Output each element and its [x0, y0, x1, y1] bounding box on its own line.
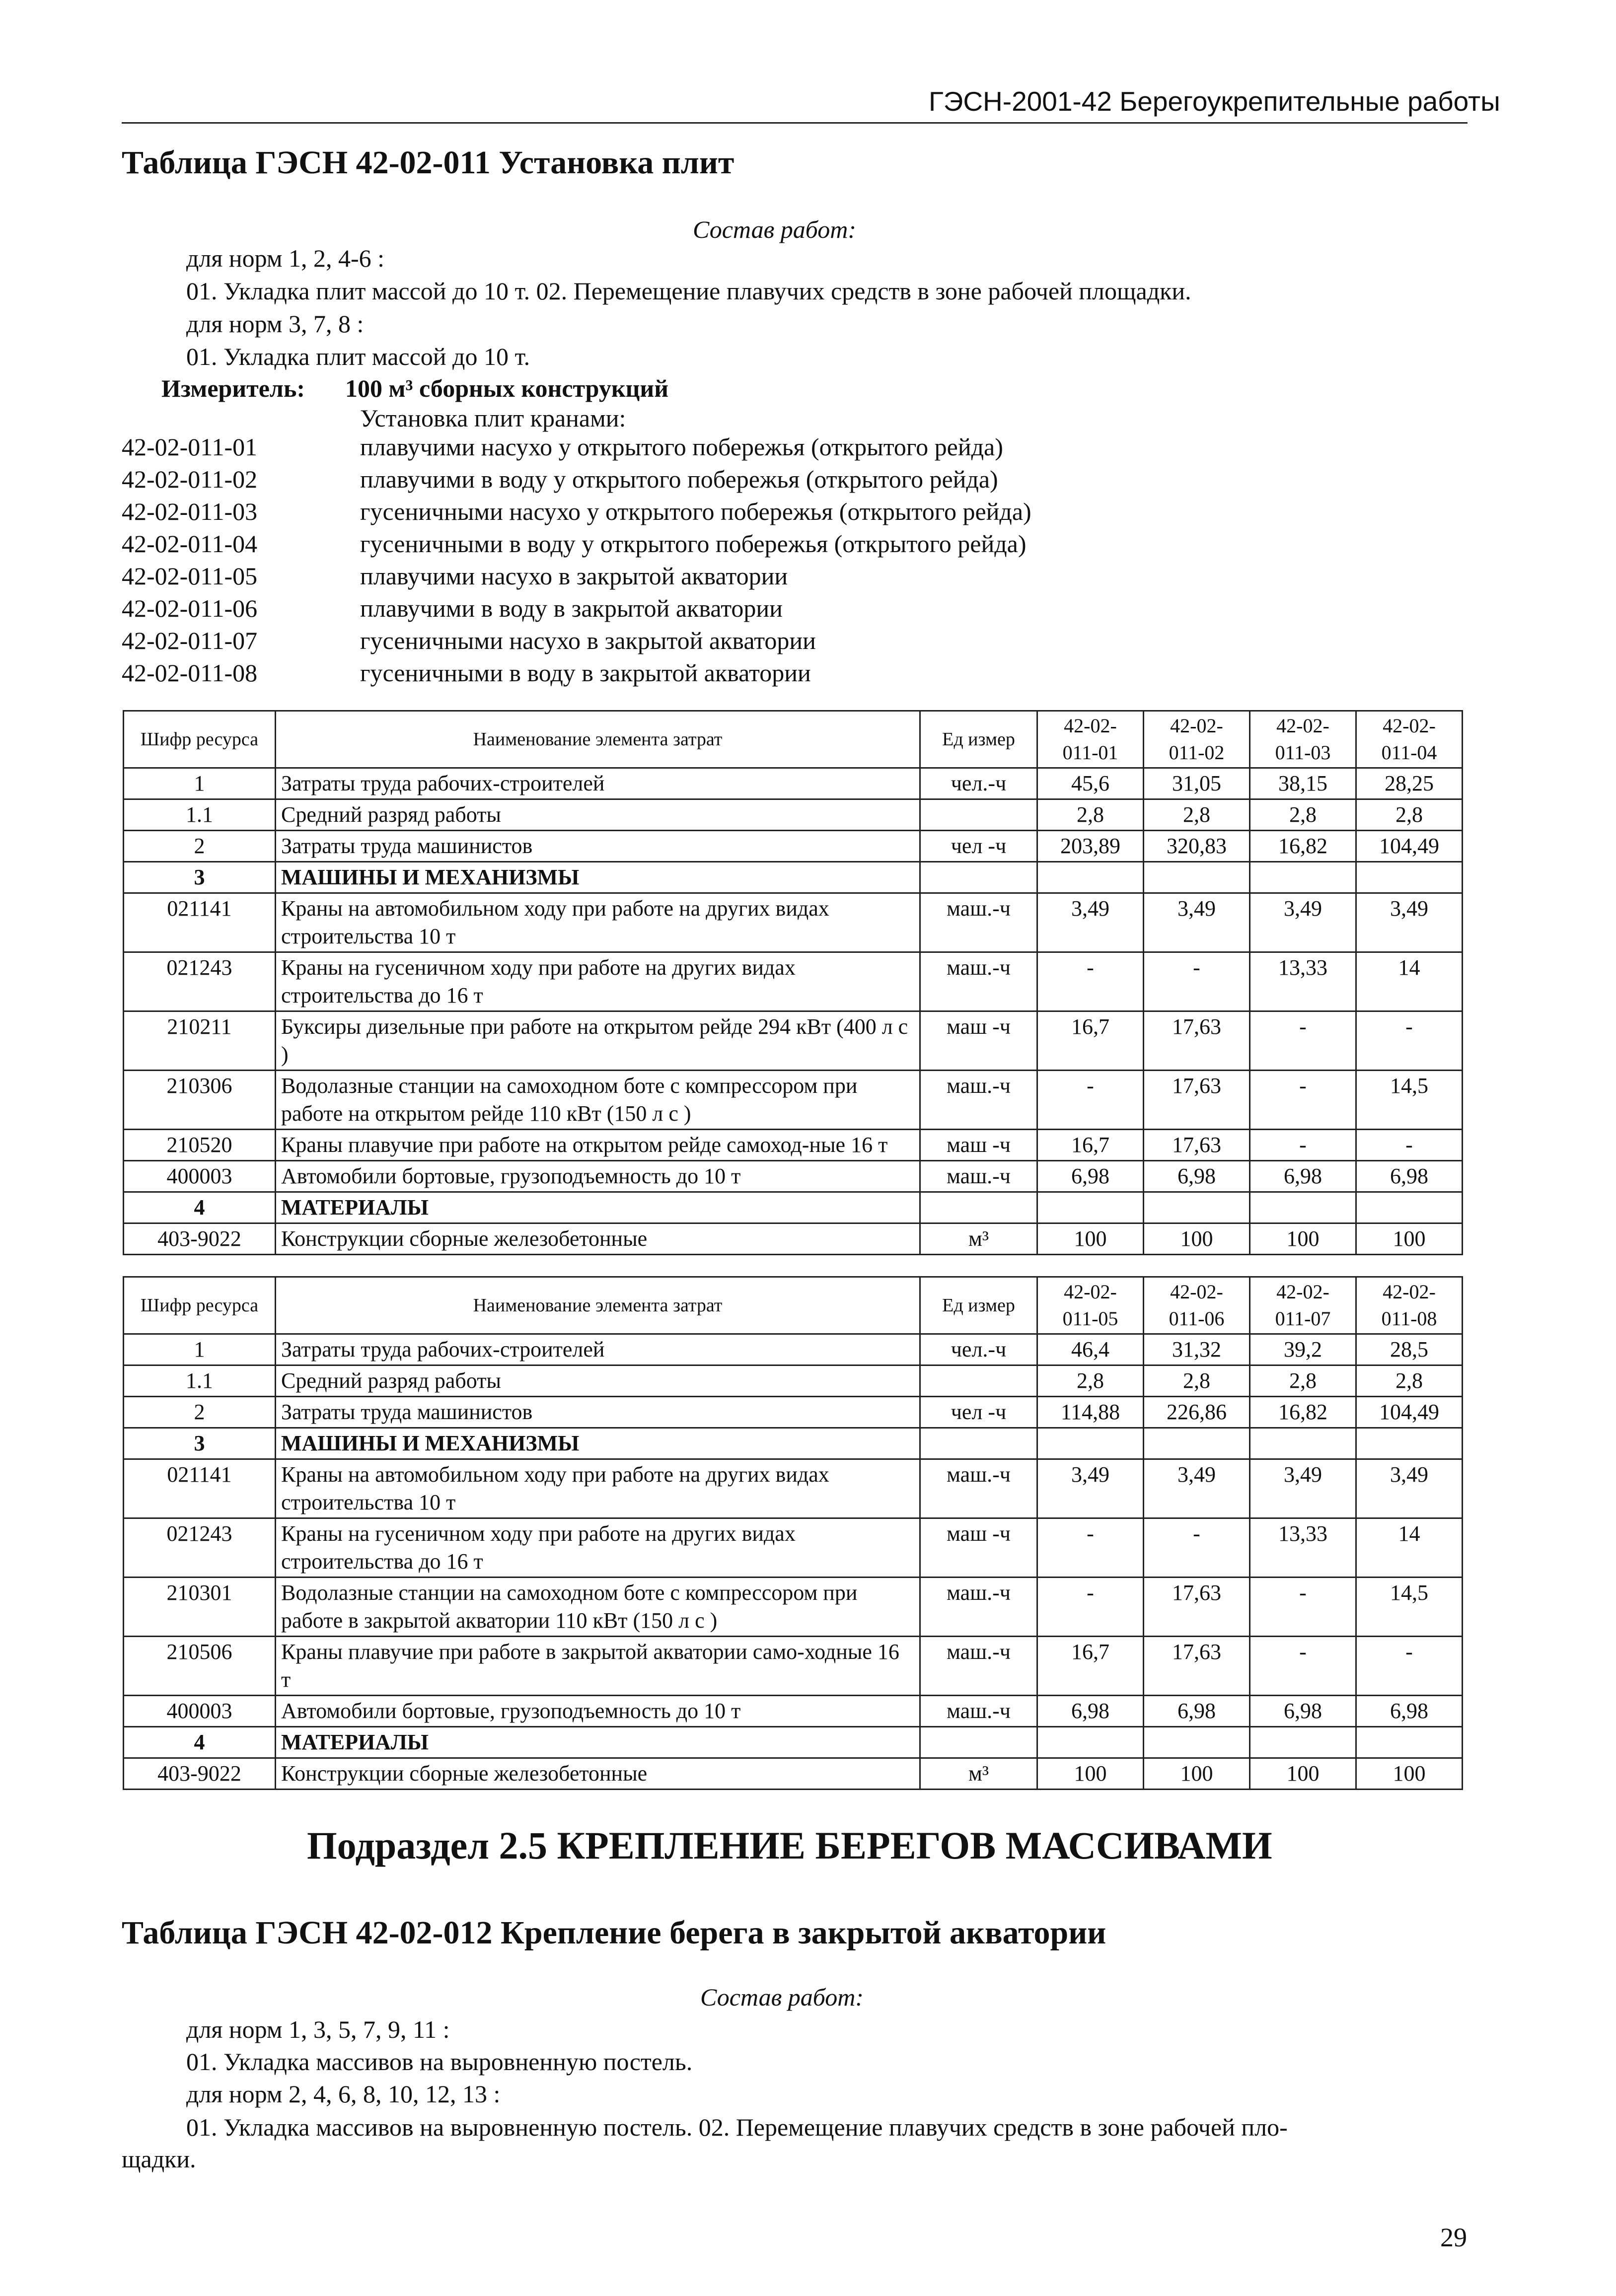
- table-row: [124, 1696, 1463, 1727]
- unit-cell: чел -ч: [920, 1397, 1037, 1428]
- value-cell: 6,98: [1144, 1696, 1250, 1727]
- resource-code-cell: 1: [124, 1334, 276, 1365]
- norm-code-line: 42-02-: [1276, 715, 1329, 737]
- norm-code-line: 011-05: [1062, 1307, 1118, 1330]
- value-cell: [1037, 1727, 1144, 1758]
- norm-code: 42-02-011-07: [122, 627, 258, 654]
- resource-code-cell: 3: [124, 1428, 276, 1459]
- value-cell: 31,32: [1144, 1334, 1250, 1365]
- unit-cell: [920, 1428, 1037, 1459]
- value-cell: 203,89: [1037, 831, 1144, 862]
- table-row: [124, 1223, 1463, 1255]
- norm-name: гусеничными насухо у открытого побережья (открытого рейда): [360, 498, 1031, 525]
- value-cell: -: [1356, 1130, 1463, 1161]
- unit-cell: маш.-ч: [920, 1071, 1037, 1130]
- resource-code-cell: 1.1: [124, 1365, 276, 1397]
- value-cell: 13,33: [1250, 952, 1356, 1011]
- unit-cell: маш -ч: [920, 1518, 1037, 1578]
- resource-code-cell: 021243: [124, 952, 276, 1011]
- norm-code-line: 011-03: [1275, 741, 1331, 764]
- resource-code-cell: 2: [124, 1397, 276, 1428]
- value-cell: [1250, 1428, 1356, 1459]
- value-cell: 17,63: [1144, 1637, 1250, 1696]
- resource-name-cell: Водолазные станции на самоходном боте с компрессором при работе на открытом рейде 110 кВт (150 л с ): [276, 1071, 920, 1130]
- value-cell: 226,86: [1144, 1397, 1250, 1428]
- value-cell: 2,8: [1037, 799, 1144, 831]
- value-cell: -: [1250, 1071, 1356, 1130]
- resource-name-cell: Краны на автомобильном ходу при работе на других видах строительства 10 т: [276, 893, 920, 952]
- value-cell: 17,63: [1144, 1011, 1250, 1071]
- norm-code: 42-02-011-06: [122, 594, 258, 622]
- table-row: [124, 1365, 1463, 1397]
- value-cell: 6,98: [1144, 1161, 1250, 1192]
- resource-name-cell: Затраты труда машинистов: [276, 1397, 920, 1428]
- meter-label: Измеритель:: [161, 374, 305, 402]
- value-cell: 100: [1356, 1223, 1463, 1255]
- value-cell: 3,49: [1356, 893, 1463, 952]
- value-cell: [1356, 1192, 1463, 1223]
- unit-cell: маш.-ч: [920, 1578, 1037, 1637]
- value-cell: -: [1250, 1637, 1356, 1696]
- value-cell: 6,98: [1356, 1696, 1463, 1727]
- norm-code-line: 42-02-: [1170, 1281, 1223, 1303]
- table-row: [124, 1397, 1463, 1428]
- value-cell: 100: [1250, 1223, 1356, 1255]
- table-row: [124, 893, 1463, 952]
- norms-a-label-011: для норм 1, 2, 4-6 :: [186, 244, 385, 272]
- value-cell: 2,8: [1250, 1365, 1356, 1397]
- value-cell: -: [1144, 952, 1250, 1011]
- norm-row: [122, 464, 1031, 497]
- table-title-012: Таблица ГЭСН 42-02-012 Крепление берега в закрытой акватории: [122, 1915, 1106, 1951]
- table-header-row: [124, 711, 1463, 768]
- table-row: [124, 1011, 1463, 1071]
- resource-name-cell: Краны на гусеничном ходу при работе на других видах строительства до 16 т: [276, 952, 920, 1011]
- col-header-name: Наименование элемента затрат: [276, 711, 920, 768]
- value-cell: 100: [1037, 1758, 1144, 1790]
- header-rule: [122, 122, 1468, 124]
- norm-code-line: 011-04: [1381, 741, 1437, 764]
- col-header-norm: [1144, 1277, 1250, 1334]
- resource-code-cell: 403-9022: [124, 1758, 276, 1790]
- col-header-norm: [1250, 1277, 1356, 1334]
- value-cell: 14: [1356, 1518, 1463, 1578]
- value-cell: [1250, 862, 1356, 893]
- value-cell: 38,15: [1250, 768, 1356, 799]
- norm-code-line: 011-06: [1169, 1307, 1225, 1330]
- table-section-row: [124, 1192, 1463, 1223]
- unit-cell: маш.-ч: [920, 893, 1037, 952]
- unit-cell: маш -ч: [920, 1130, 1037, 1161]
- value-cell: 46,4: [1037, 1334, 1144, 1365]
- value-cell: 2,8: [1356, 799, 1463, 831]
- norm-name: гусеничными в воду в закрытой акватории: [360, 659, 811, 687]
- value-cell: 16,7: [1037, 1637, 1144, 1696]
- value-cell: -: [1037, 1578, 1144, 1637]
- value-cell: 6,98: [1250, 1161, 1356, 1192]
- value-cell: 16,7: [1037, 1130, 1144, 1161]
- norm-name: гусеничными в воду у открытого побережья (открытого рейда): [360, 530, 1027, 558]
- value-cell: [1144, 1428, 1250, 1459]
- norm-name: плавучими в воду в закрытой акватории: [360, 594, 783, 622]
- value-cell: -: [1250, 1578, 1356, 1637]
- unit-cell: [920, 1365, 1037, 1397]
- norm-row: [122, 529, 1031, 561]
- norms-b-label-011: для норм 3, 7, 8 :: [186, 310, 364, 338]
- value-cell: [1144, 1727, 1250, 1758]
- value-cell: -: [1037, 1518, 1144, 1578]
- value-cell: 2,8: [1356, 1365, 1463, 1397]
- table-row: [124, 1758, 1463, 1790]
- value-cell: 17,63: [1144, 1130, 1250, 1161]
- unit-cell: маш.-ч: [920, 1696, 1037, 1727]
- unit-cell: чел -ч: [920, 831, 1037, 862]
- norm-name: плавучими насухо в закрытой акватории: [360, 562, 788, 590]
- norm-code-line: 011-08: [1381, 1307, 1437, 1330]
- table-row: [124, 1161, 1463, 1192]
- resource-name-cell: Средний разряд работы: [276, 799, 920, 831]
- resource-code-cell: 210306: [124, 1071, 276, 1130]
- table-row: [124, 768, 1463, 799]
- value-cell: 114,88: [1037, 1397, 1144, 1428]
- value-cell: 2,8: [1250, 799, 1356, 831]
- resource-name-cell: Автомобили бортовые, грузоподъемность до 10 т: [276, 1696, 920, 1727]
- col-header-norm: [1144, 711, 1250, 768]
- col-header-norm: [1037, 711, 1144, 768]
- resource-name-cell: МАТЕРИАЛЫ: [276, 1727, 920, 1758]
- resource-code-cell: 021141: [124, 893, 276, 952]
- value-cell: [1250, 1727, 1356, 1758]
- value-cell: [1037, 1428, 1144, 1459]
- norm-row: [122, 432, 1031, 464]
- col-header-name: Наименование элемента затрат: [276, 1277, 920, 1334]
- table-row: [124, 1130, 1463, 1161]
- norms-a-text-012: 01. Укладка массивов на выровненную постель.: [186, 2048, 693, 2076]
- unit-cell: маш.-ч: [920, 1459, 1037, 1518]
- unit-cell: маш.-ч: [920, 1161, 1037, 1192]
- resource-name-cell: МАТЕРИАЛЫ: [276, 1192, 920, 1223]
- table-row: [124, 1459, 1463, 1518]
- norm-code: 42-02-011-02: [122, 465, 258, 493]
- value-cell: 6,98: [1250, 1696, 1356, 1727]
- value-cell: 3,49: [1037, 1459, 1144, 1518]
- value-cell: 28,5: [1356, 1334, 1463, 1365]
- value-cell: 17,63: [1144, 1071, 1250, 1130]
- resource-name-cell: Затраты труда рабочих-строителей: [276, 1334, 920, 1365]
- col-header-norm: [1037, 1277, 1144, 1334]
- unit-cell: маш.-ч: [920, 952, 1037, 1011]
- table-row: [124, 831, 1463, 862]
- value-cell: 3,49: [1144, 893, 1250, 952]
- value-cell: -: [1356, 1637, 1463, 1696]
- value-cell: [1356, 862, 1463, 893]
- resource-code-cell: 021141: [124, 1459, 276, 1518]
- value-cell: 2,8: [1144, 1365, 1250, 1397]
- table-title-011: Таблица ГЭСН 42-02-011 Установка плит: [122, 144, 735, 181]
- unit-cell: [920, 1727, 1037, 1758]
- norm-row: [122, 497, 1031, 529]
- col-header-code: Шифр ресурса: [124, 711, 276, 768]
- resource-code-cell: 3: [124, 862, 276, 893]
- resource-name-cell: Автомобили бортовые, грузоподъемность до 10 т: [276, 1161, 920, 1192]
- unit-cell: [920, 1192, 1037, 1223]
- value-cell: 100: [1250, 1758, 1356, 1790]
- running-header: ГЭСН-2001-42 Берегоукрепительные работы: [929, 86, 1500, 117]
- subsection-title: Подраздел 2.5 КРЕПЛЕНИЕ БЕРЕГОВ МАССИВАМИ: [307, 1824, 1272, 1867]
- resource-name-cell: Буксиры дизельные при работе на открытом рейде 294 кВт (400 л с ): [276, 1011, 920, 1071]
- unit-cell: чел.-ч: [920, 768, 1037, 799]
- value-cell: 14,5: [1356, 1578, 1463, 1637]
- resource-table-2: [123, 1276, 1463, 1790]
- value-cell: 100: [1144, 1758, 1250, 1790]
- norm-code: 42-02-011-03: [122, 498, 258, 525]
- col-header-norm: [1250, 711, 1356, 768]
- resource-code-cell: 403-9022: [124, 1223, 276, 1255]
- resource-code-cell: 210301: [124, 1578, 276, 1637]
- resource-name-cell: Конструкции сборные железобетонные: [276, 1223, 920, 1255]
- value-cell: 3,49: [1250, 893, 1356, 952]
- unit-cell: чел.-ч: [920, 1334, 1037, 1365]
- norm-code-line: 011-01: [1062, 741, 1118, 764]
- value-cell: 2,8: [1144, 799, 1250, 831]
- norm-row: [122, 593, 1031, 626]
- norms-a-label-012: для норм 1, 3, 5, 7, 9, 11 :: [186, 2015, 450, 2043]
- value-cell: 6,98: [1037, 1161, 1144, 1192]
- resource-name-cell: Краны плавучие при работе в закрытой акватории само-ходные 16 т: [276, 1637, 920, 1696]
- resource-code-cell: 210520: [124, 1130, 276, 1161]
- value-cell: [1356, 1428, 1463, 1459]
- resource-table-1: [123, 710, 1463, 1255]
- resource-code-cell: 1.1: [124, 799, 276, 831]
- table-row: [124, 1637, 1463, 1696]
- norm-row: [122, 658, 1031, 690]
- norm-code-line: 011-07: [1275, 1307, 1331, 1330]
- table-row: [124, 1518, 1463, 1578]
- value-cell: 16,7: [1037, 1011, 1144, 1071]
- norm-code-line: 42-02-: [1064, 715, 1117, 737]
- resource-code-cell: 2: [124, 831, 276, 862]
- resource-code-cell: 021243: [124, 1518, 276, 1578]
- composition-title-012: Состав работ:: [700, 1983, 864, 2011]
- value-cell: 3,49: [1144, 1459, 1250, 1518]
- value-cell: [1356, 1727, 1463, 1758]
- resource-name-cell: Водолазные станции на самоходном боте с компрессором при работе в закрытой акватории 110 кВт (150 л с ): [276, 1578, 920, 1637]
- resource-code-cell: 210211: [124, 1011, 276, 1071]
- unit-cell: м³: [920, 1758, 1037, 1790]
- resource-name-cell: Краны на автомобильном ходу при работе на других видах строительства 10 т: [276, 1459, 920, 1518]
- resource-code-cell: 4: [124, 1192, 276, 1223]
- value-cell: -: [1250, 1011, 1356, 1071]
- col-header-norm: [1356, 711, 1463, 768]
- col-header-unit: Ед измер: [920, 711, 1037, 768]
- norm-name: гусеничными насухо в закрытой акватории: [360, 627, 816, 654]
- value-cell: 104,49: [1356, 1397, 1463, 1428]
- resource-name-cell: Конструкции сборные железобетонные: [276, 1758, 920, 1790]
- value-cell: 16,82: [1250, 1397, 1356, 1428]
- norm-list: [122, 432, 1031, 690]
- norm-code-line: 42-02-: [1064, 1281, 1117, 1303]
- page-number: 29: [1440, 2223, 1467, 2252]
- norms-b-text-012-line1: 01. Укладка массивов на выровненную постель. 02. Перемещение плавучих средств в зоне рабочей пло-: [186, 2113, 1288, 2141]
- value-cell: 100: [1037, 1223, 1144, 1255]
- install-heading: Установка плит кранами:: [360, 404, 626, 432]
- norm-name: плавучими в воду у открытого побережья (открытого рейда): [360, 465, 998, 493]
- value-cell: 17,63: [1144, 1578, 1250, 1637]
- resource-name-cell: Краны на гусеничном ходу при работе на других видах строительства до 16 т: [276, 1518, 920, 1578]
- value-cell: 16,82: [1250, 831, 1356, 862]
- resource-name-cell: Затраты труда рабочих-строителей: [276, 768, 920, 799]
- value-cell: -: [1356, 1011, 1463, 1071]
- value-cell: 320,83: [1144, 831, 1250, 862]
- value-cell: 45,6: [1037, 768, 1144, 799]
- value-cell: -: [1144, 1518, 1250, 1578]
- norm-code: 42-02-011-08: [122, 659, 258, 687]
- table-header-row: [124, 1277, 1463, 1334]
- meter-value: 100 м³ сборных конструкций: [345, 374, 669, 402]
- resource-name-cell: Средний разряд работы: [276, 1365, 920, 1397]
- resource-code-cell: 210506: [124, 1637, 276, 1696]
- norm-code: 42-02-011-01: [122, 433, 258, 461]
- unit-cell: [920, 862, 1037, 893]
- col-header-norm: [1356, 1277, 1463, 1334]
- value-cell: 39,2: [1250, 1334, 1356, 1365]
- norm-name: плавучими насухо у открытого побережья (открытого рейда): [360, 433, 1003, 461]
- norm-code-line: 42-02-: [1276, 1281, 1329, 1303]
- norm-row: [122, 561, 1031, 593]
- norm-code-line: 011-02: [1169, 741, 1225, 764]
- value-cell: 100: [1356, 1758, 1463, 1790]
- value-cell: [1144, 1192, 1250, 1223]
- resource-code-cell: 400003: [124, 1696, 276, 1727]
- value-cell: 6,98: [1356, 1161, 1463, 1192]
- unit-cell: маш.-ч: [920, 1637, 1037, 1696]
- table-row: [124, 1578, 1463, 1637]
- resource-code-cell: 4: [124, 1727, 276, 1758]
- value-cell: 31,05: [1144, 768, 1250, 799]
- value-cell: -: [1037, 952, 1144, 1011]
- table-row: [124, 1071, 1463, 1130]
- value-cell: [1144, 862, 1250, 893]
- value-cell: 2,8: [1037, 1365, 1144, 1397]
- table-row: [124, 799, 1463, 831]
- value-cell: 6,98: [1037, 1696, 1144, 1727]
- table-row: [124, 1334, 1463, 1365]
- value-cell: 3,49: [1037, 893, 1144, 952]
- value-cell: 3,49: [1356, 1459, 1463, 1518]
- unit-cell: м³: [920, 1223, 1037, 1255]
- norm-code: 42-02-011-05: [122, 562, 258, 590]
- value-cell: [1037, 1192, 1144, 1223]
- unit-cell: [920, 799, 1037, 831]
- value-cell: [1037, 862, 1144, 893]
- resource-name-cell: Краны плавучие при работе на открытом рейде самоход-ные 16 т: [276, 1130, 920, 1161]
- norms-b-label-012: для норм 2, 4, 6, 8, 10, 12, 13 :: [186, 2080, 501, 2108]
- value-cell: 104,49: [1356, 831, 1463, 862]
- norms-b-text-011: 01. Укладка плит массой до 10 т.: [186, 343, 530, 370]
- unit-cell: маш -ч: [920, 1011, 1037, 1071]
- value-cell: [1250, 1192, 1356, 1223]
- value-cell: -: [1037, 1071, 1144, 1130]
- resource-code-cell: 400003: [124, 1161, 276, 1192]
- value-cell: 100: [1144, 1223, 1250, 1255]
- table-section-row: [124, 1428, 1463, 1459]
- col-header-unit: Ед измер: [920, 1277, 1037, 1334]
- value-cell: 13,33: [1250, 1518, 1356, 1578]
- composition-title-011: Состав работ:: [693, 215, 857, 243]
- value-cell: 28,25: [1356, 768, 1463, 799]
- col-header-code: Шифр ресурса: [124, 1277, 276, 1334]
- resource-name-cell: МАШИНЫ И МЕХАНИЗМЫ: [276, 862, 920, 893]
- norm-code-line: 42-02-: [1383, 1281, 1436, 1303]
- norm-code: 42-02-011-04: [122, 530, 258, 558]
- table-section-row: [124, 862, 1463, 893]
- resource-code-cell: 1: [124, 768, 276, 799]
- table-section-row: [124, 1727, 1463, 1758]
- norm-code-line: 42-02-: [1383, 715, 1436, 737]
- norm-row: [122, 626, 1031, 658]
- value-cell: -: [1250, 1130, 1356, 1161]
- value-cell: 14: [1356, 952, 1463, 1011]
- value-cell: 3,49: [1250, 1459, 1356, 1518]
- norms-b-text-012-line2: щадки.: [122, 2145, 196, 2173]
- value-cell: 14,5: [1356, 1071, 1463, 1130]
- norm-code-line: 42-02-: [1170, 715, 1223, 737]
- resource-name-cell: Затраты труда машинистов: [276, 831, 920, 862]
- resource-name-cell: МАШИНЫ И МЕХАНИЗМЫ: [276, 1428, 920, 1459]
- table-row: [124, 952, 1463, 1011]
- norms-a-text-011: 01. Укладка плит массой до 10 т. 02. Перемещение плавучих средств в зоне рабочей площадки.: [186, 277, 1191, 305]
